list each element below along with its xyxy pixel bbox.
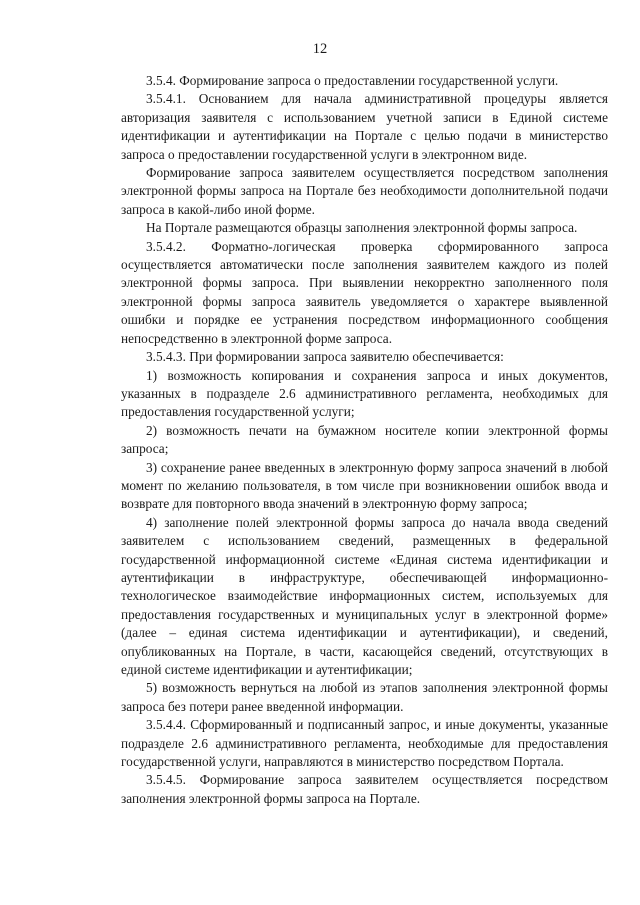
list-item-5: 5) возможность вернуться на любой из этапов заполнения электронной формы запроса без потери ранее введенной информации. [121,680,608,714]
paragraph-3-5-4: 3.5.4. Формирование запроса о предоставлении государственной услуги. [146,73,559,88]
document-body [121,72,608,808]
paragraph-3-5-4-3: 3.5.4.3. При формировании запроса заявителю обеспечивается: [146,349,504,365]
list-item-2: 2) возможность печати на бумажном носителе копии электронной формы запроса; [121,422,608,457]
paragraph-portal-samples: На Портале размещаются образцы заполнения электронной формы запроса. [146,220,578,236]
list-item-1: 1) возможность копирования и сохранения запроса и иных документов, указанных в подразделе 2.6 административного регламента, необходимых для предоставления государственной услуги; [121,367,608,420]
list-item-3: 3) сохранение ранее введенных в электронную форму запроса значений в любой момент по желанию пользователя, в том числе при возникновении ошибок ввода и возврате для повторного ввода значений в электронную форму запроса; [121,459,608,512]
paragraph-3-5-4-1: 3.5.4.1. Основанием для начала административной процедуры является авторизация заявителя с использованием учетной записи в Единой системе идентификации и аутентификации на Портале с целью подачи в министерство запроса о предоставлении государственной услуги в электронном виде. [121,91,608,162]
paragraph-3-5-4-4: 3.5.4.4. Сформированный и подписанный запрос, и иные документы, указанные подразделе 2.6 административного регламента, необходимые для предоставления государственной услуги, направляются в министерство посредством Портала. [121,717,608,770]
paragraph-3-5-4-2: 3.5.4.2. Форматно-логическая проверка сформированного запроса осуществляется автоматически после заполнения заявителем каждого из полей электронной формы запроса. При выявлении некорректно заполненного поля электронной формы запроса заявитель уведомляется о характере выявленной ошибки и порядке ее устранения посредством информационного сообщения непосредственно в электронной форме запроса. [121,238,608,346]
page-number: 12 [312,41,328,57]
paragraph-request-formation: Формирование запроса заявителем осуществляется посредством заполнения электронной формы запроса на Портале без необходимости дополнительной подачи запроса в какой-либо иной форме. [121,165,608,217]
list-item-4: 4) заполнение полей электронной формы запроса до начала ввода сведений заявителем с использованием сведений, размещенных в федеральной государственной информационной системе «Единая система идентификации и аутентификации в инфраструктуре, обеспечивающей информационно-технологическое взаимодействие информационных систем, используемых для предоставления государственных и муниципальных услуг в электронной форме» (далее – единая система идентификации и аутентификации), и сведений, опубликованных на Портале, в части, касающейся сведений, отсутствующих в единой системе идентификации и аутентификации; [121,514,608,677]
paragraph-3-5-4-5: 3.5.4.5. Формирование запроса заявителем осуществляется посредством заполнения электронной формы запроса на Портале. [121,772,608,806]
